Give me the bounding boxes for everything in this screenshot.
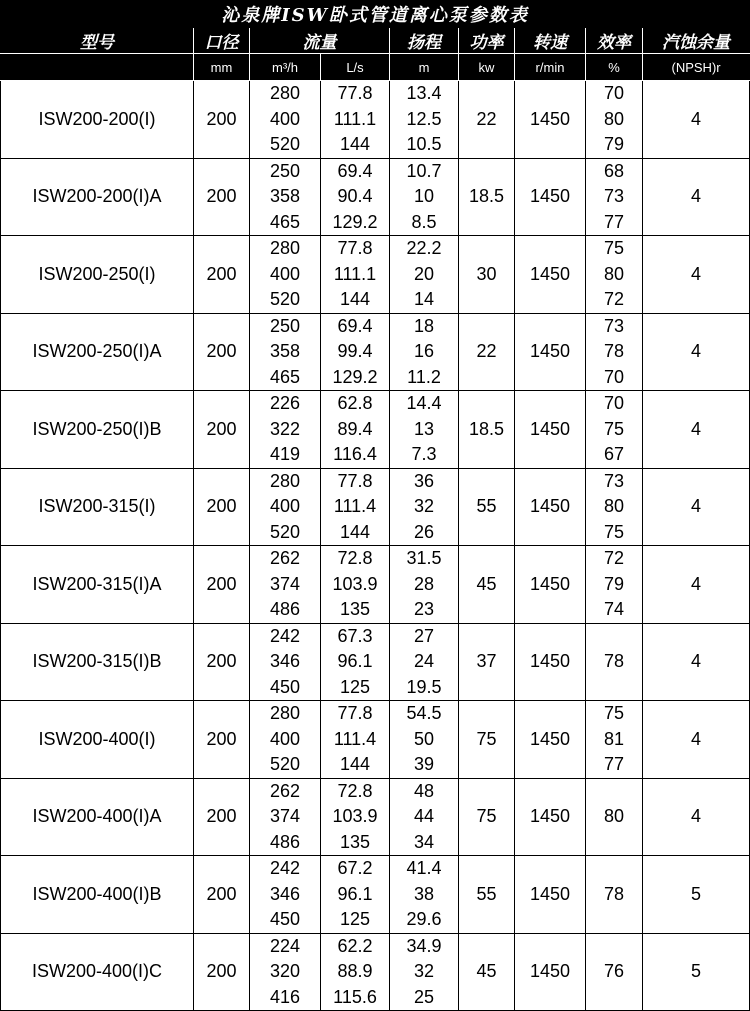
- efficiency-cell-value: 77: [603, 211, 625, 232]
- flow-ls-cell-value: 129.2: [332, 366, 378, 387]
- header-head: 扬程: [390, 28, 459, 54]
- flow-ls-cell: [321, 81, 390, 159]
- efficiency-cell-value: 74: [603, 599, 625, 619]
- flow-m3h-cell-value: 242: [269, 625, 301, 646]
- flow-m3h-cell: [250, 623, 321, 701]
- diameter-cell: 200: [194, 933, 250, 1011]
- diameter-cell: 200: [194, 158, 250, 236]
- efficiency-cell-value: 77: [603, 754, 625, 774]
- efficiency-cell-value: 70: [603, 83, 625, 103]
- head-cell-value: 38: [413, 883, 435, 904]
- flow-m3h-cell: [250, 236, 321, 314]
- model-cell: ISW200-400(I)A: [1, 778, 194, 856]
- table-row: [1, 468, 750, 546]
- npsh-cell: 4: [643, 701, 750, 779]
- power-cell: 22: [459, 313, 515, 391]
- efficiency-cell: [586, 81, 643, 159]
- unit-row: [1, 54, 750, 81]
- table-row: [1, 546, 750, 624]
- head-cell-value: 14.4: [406, 393, 442, 413]
- head-cell-value: 10.5: [406, 134, 442, 154]
- head-cell-value: 22.2: [406, 238, 442, 258]
- table-row: [1, 933, 750, 1011]
- table-row: [1, 391, 750, 469]
- flow-m3h-cell-value: 400: [269, 728, 301, 749]
- unit-npsh: (NPSH)r: [643, 54, 750, 81]
- speed-cell: 1450: [515, 468, 586, 546]
- flow-ls-cell: [321, 856, 390, 934]
- head-cell-value: 7.3: [411, 444, 437, 464]
- npsh-cell: 5: [643, 856, 750, 934]
- flow-m3h-cell: [250, 701, 321, 779]
- flow-ls-cell-value: 103.9: [332, 573, 378, 594]
- flow-m3h-cell-value: 320: [269, 961, 301, 981]
- power-cell: 18.5: [459, 391, 515, 469]
- head-cell-value: 36: [413, 470, 435, 491]
- flow-ls-cell-value: 77.8: [337, 470, 373, 491]
- efficiency-cell: [586, 391, 643, 469]
- efficiency-cell-value: 72: [603, 289, 625, 309]
- model-cell: ISW200-250(I): [1, 236, 194, 314]
- head-cell-value: 27: [413, 625, 435, 646]
- flow-ls-cell-value: 96.1: [337, 883, 373, 904]
- flow-m3h-cell-value: 262: [269, 548, 301, 568]
- npsh-cell: 4: [643, 546, 750, 624]
- flow-m3h-cell-value: 520: [269, 521, 301, 542]
- flow-m3h-cell-value: 520: [269, 134, 301, 154]
- power-cell: 45: [459, 933, 515, 1011]
- flow-m3h-cell-value: 280: [269, 238, 301, 258]
- flow-ls-cell-value: 116.4: [333, 444, 377, 464]
- head-cell: [390, 701, 459, 779]
- flow-m3h-cell-value: 520: [269, 754, 301, 774]
- head-cell-value: 44: [413, 806, 435, 826]
- flow-ls-cell-value: 144: [339, 289, 371, 309]
- flow-ls-cell: [321, 701, 390, 779]
- header-npsh: 汽蚀余量: [643, 28, 750, 54]
- head-cell-value: 54.5: [406, 703, 442, 723]
- efficiency-cell: [586, 158, 643, 236]
- speed-cell: 1450: [515, 236, 586, 314]
- flow-ls-cell-value: 77.8: [337, 703, 373, 723]
- head-cell-value: 25: [413, 986, 435, 1007]
- efficiency-cell-value: 75: [603, 521, 625, 542]
- npsh-cell: 4: [643, 313, 750, 391]
- head-cell: [390, 158, 459, 236]
- flow-m3h-cell: [250, 468, 321, 546]
- flow-m3h-cell-value: 358: [269, 341, 301, 361]
- diameter-cell: 200: [194, 546, 250, 624]
- flow-m3h-cell: [250, 546, 321, 624]
- head-cell-value: 34: [413, 831, 435, 852]
- flow-ls-cell-value: 111.4: [333, 728, 377, 749]
- table-title: 沁泉牌ISW卧式管道离心泵参数表: [1, 1, 750, 28]
- flow-m3h-cell-value: 250: [269, 160, 301, 181]
- table-row: [1, 856, 750, 934]
- flow-ls-cell-value: 99.4: [337, 341, 373, 361]
- header-flow: 流量: [250, 28, 390, 54]
- flow-ls-cell-value: 72.8: [337, 548, 373, 568]
- model-cell: ISW200-250(I)B: [1, 391, 194, 469]
- flow-ls-cell: [321, 236, 390, 314]
- title-row: [1, 1, 750, 28]
- flow-ls-cell: [321, 933, 390, 1011]
- speed-cell: 1450: [515, 158, 586, 236]
- efficiency-cell-value: 68: [603, 160, 625, 181]
- power-cell: 55: [459, 468, 515, 546]
- flow-m3h-cell-value: 280: [269, 470, 301, 491]
- efficiency-cell-value: 67: [603, 444, 625, 464]
- unit-flow-ls: L/s: [321, 54, 390, 81]
- unit-model: [1, 54, 194, 81]
- head-cell: [390, 546, 459, 624]
- efficiency-cell-value: 70: [603, 366, 625, 387]
- flow-m3h-cell-value: 250: [269, 315, 301, 336]
- npsh-cell: 4: [643, 623, 750, 701]
- head-cell-value: 29.6: [406, 909, 442, 929]
- head-cell: [390, 236, 459, 314]
- power-cell: 55: [459, 856, 515, 934]
- flow-m3h-cell-value: 450: [269, 909, 301, 929]
- flow-m3h-cell-value: 322: [269, 418, 301, 439]
- efficiency-cell: 78: [586, 623, 643, 701]
- efficiency-cell-value: 75: [603, 238, 625, 258]
- efficiency-cell-value: 73: [603, 186, 625, 206]
- npsh-cell: 4: [643, 236, 750, 314]
- diameter-cell: 200: [194, 236, 250, 314]
- flow-ls-cell-value: 88.9: [337, 961, 373, 981]
- head-cell-value: 34.9: [406, 935, 442, 956]
- npsh-cell: 5: [643, 933, 750, 1011]
- flow-ls-cell-value: 96.1: [337, 651, 373, 671]
- head-cell: [390, 81, 459, 159]
- efficiency-cell-value: 79: [603, 134, 625, 154]
- head-cell: [390, 313, 459, 391]
- head-cell: [390, 391, 459, 469]
- head-cell-value: 50: [413, 728, 435, 749]
- model-cell: ISW200-400(I)C: [1, 933, 194, 1011]
- unit-head: m: [390, 54, 459, 81]
- flow-m3h-cell-value: 400: [269, 108, 301, 129]
- table-row: [1, 158, 750, 236]
- flow-m3h-cell-value: 224: [269, 935, 301, 956]
- flow-m3h-cell-value: 262: [269, 780, 301, 801]
- flow-m3h-cell-value: 226: [269, 393, 301, 413]
- diameter-cell: 200: [194, 856, 250, 934]
- header-diameter: 口径: [194, 28, 250, 54]
- flow-m3h-cell-value: 400: [269, 496, 301, 516]
- flow-m3h-cell-value: 280: [269, 83, 301, 103]
- efficiency-cell: [586, 236, 643, 314]
- head-cell-value: 8.5: [411, 211, 437, 232]
- head-cell: [390, 856, 459, 934]
- flow-ls-cell-value: 125: [339, 909, 371, 929]
- flow-m3h-cell: [250, 158, 321, 236]
- efficiency-cell: 78: [586, 856, 643, 934]
- npsh-cell: 4: [643, 81, 750, 159]
- diameter-cell: 200: [194, 313, 250, 391]
- head-cell-value: 32: [413, 496, 435, 516]
- model-cell: ISW200-200(I): [1, 81, 194, 159]
- flow-m3h-cell-value: 419: [269, 444, 301, 464]
- head-cell-value: 31.5: [406, 548, 442, 568]
- efficiency-cell-value: 79: [603, 573, 625, 594]
- power-cell: 22: [459, 81, 515, 159]
- flow-ls-cell-value: 135: [339, 831, 371, 852]
- flow-m3h-cell-value: 346: [269, 651, 301, 671]
- model-cell: ISW200-400(I)B: [1, 856, 194, 934]
- flow-ls-cell-value: 111.1: [333, 263, 377, 284]
- table-row: [1, 701, 750, 779]
- flow-m3h-cell: [250, 81, 321, 159]
- head-cell: [390, 933, 459, 1011]
- model-cell: ISW200-315(I)B: [1, 623, 194, 701]
- flow-m3h-cell-value: 486: [269, 599, 301, 619]
- flow-m3h-cell: [250, 856, 321, 934]
- head-cell-value: 12.5: [406, 108, 442, 129]
- diameter-cell: 200: [194, 778, 250, 856]
- flow-ls-cell: [321, 391, 390, 469]
- head-cell-value: 24: [413, 651, 435, 671]
- flow-ls-cell-value: 62.2: [337, 935, 373, 956]
- efficiency-cell-value: 75: [603, 703, 625, 723]
- power-cell: 37: [459, 623, 515, 701]
- flow-ls-cell: [321, 158, 390, 236]
- unit-power: kw: [459, 54, 515, 81]
- flow-ls-cell-value: 129.2: [332, 211, 378, 232]
- efficiency-cell-value: 73: [603, 470, 625, 491]
- npsh-cell: 4: [643, 158, 750, 236]
- diameter-cell: 200: [194, 623, 250, 701]
- model-cell: ISW200-250(I)A: [1, 313, 194, 391]
- efficiency-cell: 76: [586, 933, 643, 1011]
- speed-cell: 1450: [515, 933, 586, 1011]
- efficiency-cell-value: 73: [603, 315, 625, 336]
- speed-cell: 1450: [515, 623, 586, 701]
- head-cell-value: 39: [413, 754, 435, 774]
- speed-cell: 1450: [515, 313, 586, 391]
- head-cell-value: 20: [413, 263, 435, 284]
- flow-ls-cell: [321, 468, 390, 546]
- npsh-cell: 4: [643, 778, 750, 856]
- diameter-cell: 200: [194, 468, 250, 546]
- flow-ls-cell-value: 67.2: [337, 858, 373, 878]
- flow-ls-cell-value: 144: [339, 134, 371, 154]
- power-cell: 18.5: [459, 158, 515, 236]
- head-cell: [390, 778, 459, 856]
- flow-m3h-cell-value: 486: [269, 831, 301, 852]
- flow-ls-cell-value: 144: [339, 521, 371, 542]
- flow-m3h-cell-value: 358: [269, 186, 301, 206]
- diameter-cell: 200: [194, 391, 250, 469]
- flow-m3h-cell: [250, 933, 321, 1011]
- head-cell-value: 41.4: [406, 858, 442, 878]
- efficiency-cell: [586, 701, 643, 779]
- flow-ls-cell: [321, 546, 390, 624]
- efficiency-cell-value: 80: [603, 108, 625, 129]
- table-row: [1, 236, 750, 314]
- flow-ls-cell-value: 125: [339, 676, 371, 697]
- header-row: [1, 28, 750, 54]
- head-cell-value: 32: [413, 961, 435, 981]
- flow-ls-cell: [321, 313, 390, 391]
- table-row: [1, 778, 750, 856]
- header-model: 型号: [1, 28, 194, 54]
- speed-cell: 1450: [515, 81, 586, 159]
- flow-ls-cell-value: 103.9: [332, 806, 378, 826]
- flow-m3h-cell-value: 346: [269, 883, 301, 904]
- unit-speed: r/min: [515, 54, 586, 81]
- speed-cell: 1450: [515, 856, 586, 934]
- head-cell-value: 10.7: [406, 160, 442, 181]
- header-efficiency: 效率: [586, 28, 643, 54]
- power-cell: 75: [459, 778, 515, 856]
- flow-m3h-cell-value: 280: [269, 703, 301, 723]
- npsh-cell: 4: [643, 391, 750, 469]
- table-row: [1, 623, 750, 701]
- flow-ls-cell-value: 111.1: [333, 108, 377, 129]
- flow-ls-cell-value: 77.8: [337, 238, 373, 258]
- flow-m3h-cell: [250, 778, 321, 856]
- diameter-cell: 200: [194, 81, 250, 159]
- head-cell-value: 11.2: [407, 366, 441, 387]
- flow-ls-cell-value: 89.4: [337, 418, 373, 439]
- flow-ls-cell-value: 62.8: [337, 393, 373, 413]
- unit-efficiency: %: [586, 54, 643, 81]
- flow-ls-cell: [321, 778, 390, 856]
- flow-m3h-cell: [250, 313, 321, 391]
- speed-cell: 1450: [515, 391, 586, 469]
- flow-ls-cell-value: 135: [339, 599, 371, 619]
- flow-ls-cell: [321, 623, 390, 701]
- flow-m3h-cell-value: 520: [269, 289, 301, 309]
- head-cell-value: 13: [413, 418, 435, 439]
- efficiency-cell-value: 75: [603, 418, 625, 439]
- head-cell: [390, 623, 459, 701]
- diameter-cell: 200: [194, 701, 250, 779]
- table-row: [1, 81, 750, 159]
- efficiency-cell-value: 80: [603, 263, 625, 284]
- model-cell: ISW200-400(I): [1, 701, 194, 779]
- flow-ls-cell-value: 72.8: [337, 780, 373, 801]
- flow-m3h-cell-value: 465: [269, 366, 301, 387]
- efficiency-cell-value: 70: [603, 393, 625, 413]
- efficiency-cell-value: 81: [603, 728, 625, 749]
- flow-m3h-cell-value: 242: [269, 858, 301, 878]
- head-cell-value: 23: [413, 599, 435, 619]
- header-power: 功率: [459, 28, 515, 54]
- flow-m3h-cell-value: 450: [269, 676, 301, 697]
- model-cell: ISW200-315(I): [1, 468, 194, 546]
- head-cell-value: 10: [413, 186, 435, 206]
- efficiency-cell: 80: [586, 778, 643, 856]
- flow-m3h-cell: [250, 391, 321, 469]
- flow-m3h-cell-value: 465: [269, 211, 301, 232]
- flow-m3h-cell-value: 374: [269, 806, 301, 826]
- efficiency-cell: [586, 546, 643, 624]
- table-row: [1, 313, 750, 391]
- efficiency-cell: [586, 313, 643, 391]
- head-cell-value: 18: [413, 315, 435, 336]
- efficiency-cell-value: 78: [603, 341, 625, 361]
- npsh-cell: 4: [643, 468, 750, 546]
- flow-ls-cell-value: 90.4: [337, 186, 373, 206]
- model-cell: ISW200-200(I)A: [1, 158, 194, 236]
- header-speed: 转速: [515, 28, 586, 54]
- flow-ls-cell-value: 144: [339, 754, 371, 774]
- flow-ls-cell-value: 77.8: [337, 83, 373, 103]
- head-cell-value: 19.5: [406, 676, 442, 697]
- head-cell-value: 14: [413, 289, 435, 309]
- flow-ls-cell-value: 69.4: [337, 315, 373, 336]
- speed-cell: 1450: [515, 546, 586, 624]
- speed-cell: 1450: [515, 778, 586, 856]
- flow-ls-cell-value: 111.4: [333, 496, 377, 516]
- power-cell: 30: [459, 236, 515, 314]
- unit-flow-m3h: m³/h: [250, 54, 321, 81]
- power-cell: 45: [459, 546, 515, 624]
- power-cell: 75: [459, 701, 515, 779]
- unit-diameter: mm: [194, 54, 250, 81]
- efficiency-cell: [586, 468, 643, 546]
- head-cell-value: 13.4: [406, 83, 442, 103]
- speed-cell: 1450: [515, 701, 586, 779]
- flow-m3h-cell-value: 416: [269, 986, 301, 1007]
- head-cell-value: 28: [413, 573, 435, 594]
- head-cell-value: 26: [413, 521, 435, 542]
- flow-m3h-cell-value: 400: [269, 263, 301, 284]
- model-cell: ISW200-315(I)A: [1, 546, 194, 624]
- head-cell-value: 48: [413, 780, 435, 801]
- flow-ls-cell-value: 67.3: [337, 625, 373, 646]
- efficiency-cell-value: 72: [603, 548, 625, 568]
- flow-ls-cell-value: 69.4: [337, 160, 373, 181]
- head-cell-value: 16: [413, 341, 435, 361]
- efficiency-cell-value: 80: [603, 496, 625, 516]
- flow-ls-cell-value: 115.6: [333, 986, 377, 1007]
- head-cell: [390, 468, 459, 546]
- flow-m3h-cell-value: 374: [269, 573, 301, 594]
